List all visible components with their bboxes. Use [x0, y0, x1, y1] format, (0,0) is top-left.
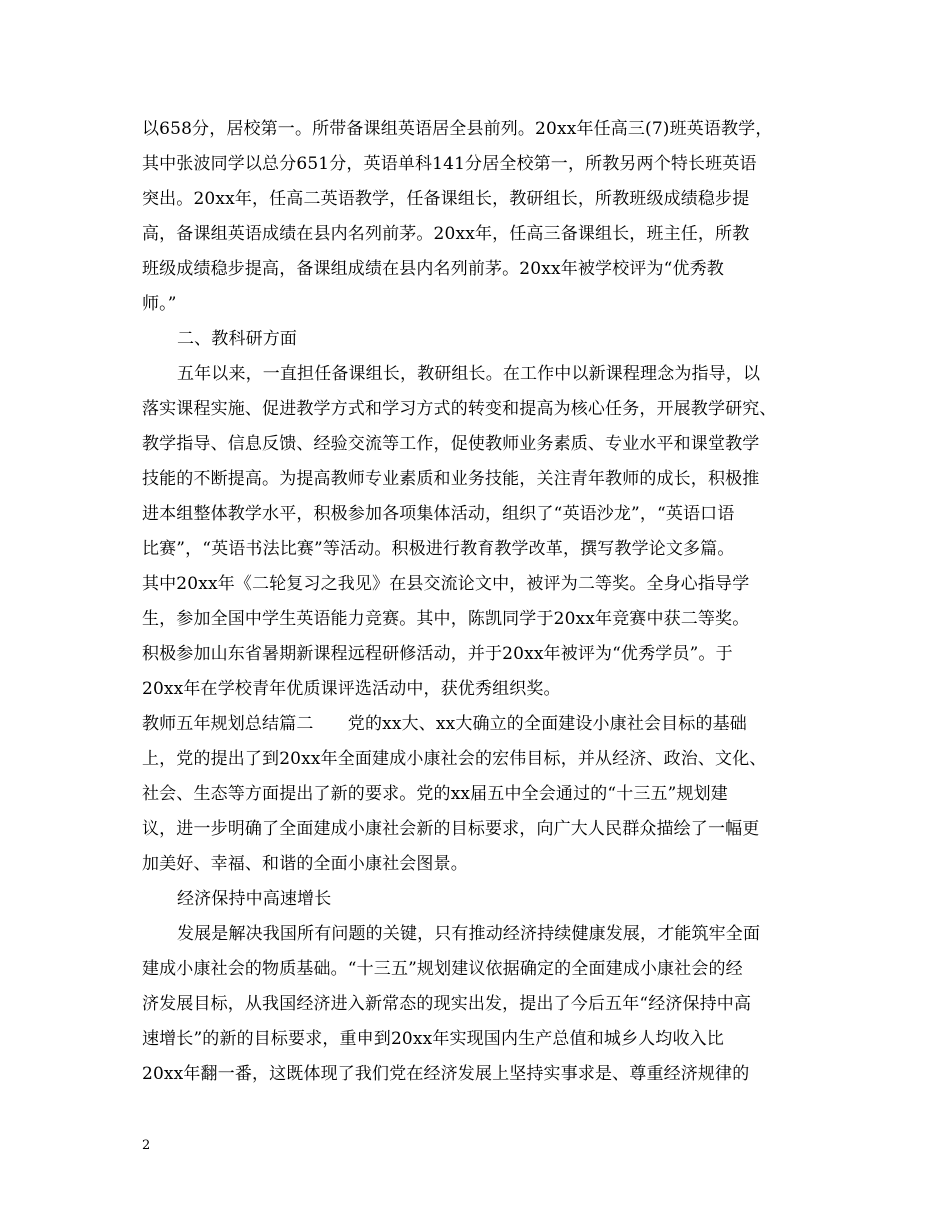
document-body — [142, 112, 832, 1092]
text-line: 积极参加山东省暑期新课程远程研修活动，并于20xx年被评为“优秀学员”。于 — [142, 644, 733, 664]
text-line: 其中20xx年《二轮复习之我见》在县交流论文中，被评为二等奖。全身心指导学 — [142, 574, 750, 594]
text-line: 突出。20xx年，任高二英语教学，任备课组长，教研组长，所教班级成绩稳步提 — [142, 189, 750, 209]
text-line: 师。” — [142, 294, 177, 314]
text-line: 比赛”，“英语书法比赛”等活动。积极进行教育教学改革，撰写教学论文多篇。 — [142, 539, 735, 559]
text-line: 20xx年在学校青年优质课评选活动中，获优秀组织奖。 — [142, 679, 561, 699]
text-line: 发展是解决我国所有问题的关键，只有推动经济持续健康发展，才能筑牢全面 — [177, 924, 761, 944]
text-line: 上，党的提出了到20xx年全面建成小康社会的宏伟目标，并从经济、政治、文化、 — [142, 749, 767, 769]
text-line: 建成小康社会的物质基础。“十三五”规划建议依据确定的全面建成小康社会的经 — [142, 959, 743, 979]
text-line: 落实课程实施、促进教学方式和学习方式的转变和提高为核心任务，开展教学研究、 — [142, 399, 777, 419]
text-line: 以658分，居校第一。所带备课组英语居全县前列。20xx年任高三(7)班英语教学， — [142, 119, 773, 139]
text-line: 社会、生态等方面提出了新的要求。党的xx届五中全会通过的“十三五”规划建 — [142, 784, 728, 804]
text-line: 教师五年规划总结篇二 党的xx大、xx大确立的全面建设小康社会目标的基础 — [142, 714, 747, 734]
text-line: 速增长”的新的目标要求，重申到20xx年实现国内生产总值和城乡人均收入比 — [142, 1029, 724, 1049]
text-line: 班级成绩稳步提高，备课组成绩在县内名列前茅。20xx年被学校评为“优秀教 — [142, 259, 724, 279]
text-line: 其中张波同学以总分651分，英语单科141分居全校第一，所教另两个特长班英语 — [142, 154, 757, 174]
text-line: 进本组整体教学水平，积极参加各项集体活动，组织了“英语沙龙”，“英语口语 — [142, 504, 735, 524]
text-line: 20xx年翻一番，这既体现了我们党在经济发展上坚持实事求是、尊重经济规律的 — [142, 1064, 750, 1084]
text-line: 二、教科研方面 — [177, 329, 298, 349]
text-line: 技能的不断提高。为提高教师专业素质和业务技能，关注青年教师的成长，积极推 — [142, 469, 760, 489]
text-line: 议，进一步明确了全面建成小康社会新的目标要求，向广大人民群众描绘了一幅更 — [142, 819, 760, 839]
page-number: 2 — [142, 1138, 151, 1153]
text-line: 经济保持中高速增长 — [177, 889, 332, 909]
text-line: 生，参加全国中学生英语能力竞赛。其中，陈凯同学于20xx年竞赛中获二等奖。 — [142, 609, 750, 629]
text-line: 五年以来，一直担任备课组长，教研组长。在工作中以新课程理念为指导，以 — [177, 364, 761, 384]
text-line: 高，备课组英语成绩在县内名列前茅。20xx年，任高三备课组长，班主任，所教 — [142, 224, 750, 244]
text-line: 教学指导、信息反馈、经验交流等工作，促使教师业务素质、专业水平和课堂教学 — [142, 434, 760, 454]
text-line: 加美好、幸福、和谐的全面小康社会图景。 — [142, 854, 468, 874]
text-line: 济发展目标，从我国经济进入新常态的现实出发，提出了今后五年“经济保持中高 — [142, 994, 752, 1014]
